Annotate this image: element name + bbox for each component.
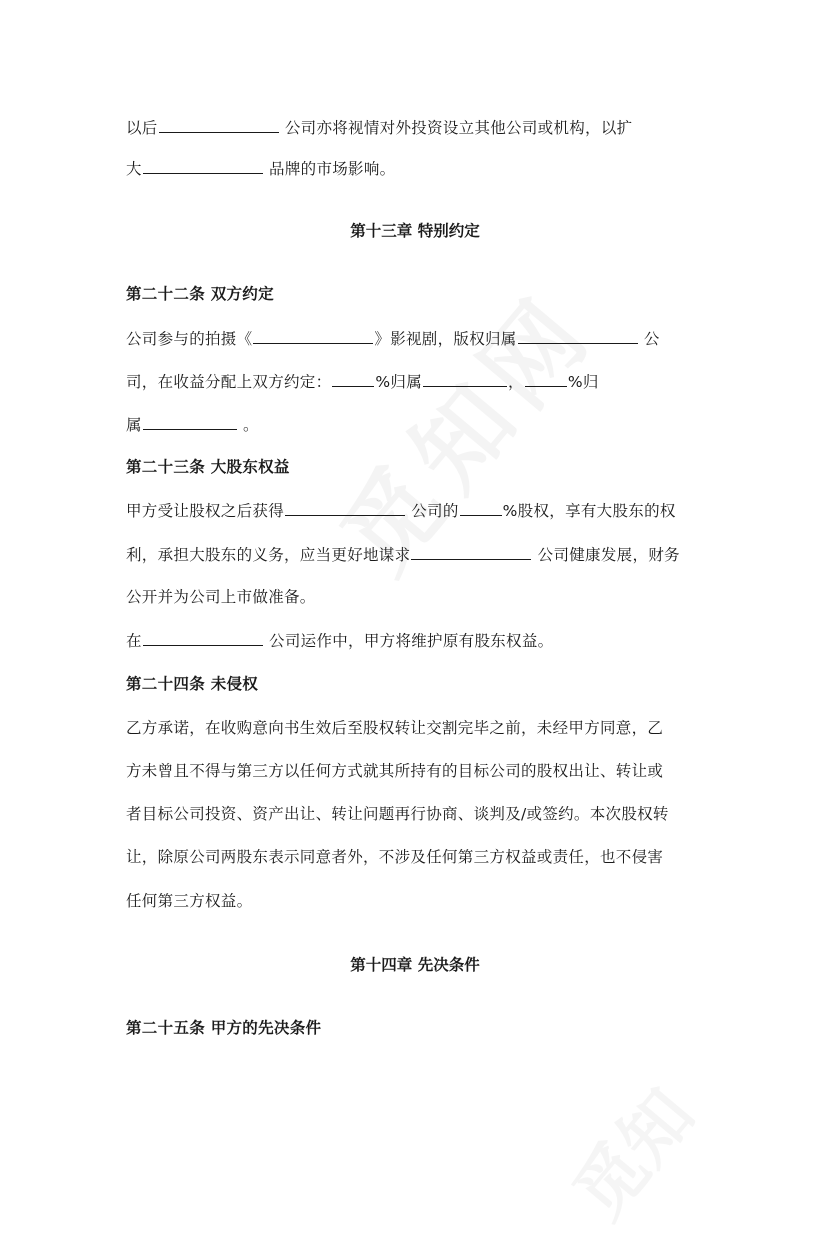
- paragraph-line: 司，在收益分配上双方约定： %归属 ， %归: [126, 373, 599, 391]
- paragraph-line: 甲方受让股权之后获得 公司的 %股权，享有大股东的权: [126, 502, 676, 520]
- article-heading: 第二十四条 未侵权: [126, 675, 259, 693]
- paragraph-line: 在 公司运作中，甲方将维护原有股东权益。: [126, 632, 554, 650]
- paragraph-line: 大 品牌的市场影响。: [126, 160, 396, 178]
- fill-blank[interactable]: [285, 500, 405, 516]
- chapter-heading: 第十三章 特别约定: [350, 222, 480, 240]
- fill-blank[interactable]: [143, 414, 237, 430]
- fill-blank[interactable]: [332, 371, 374, 387]
- paragraph-line: 公开并为公司上市做准备。: [126, 588, 316, 606]
- fill-blank[interactable]: [159, 117, 279, 133]
- fill-blank[interactable]: [253, 328, 373, 344]
- fill-blank[interactable]: [460, 500, 502, 516]
- article-heading: 第二十三条 大股东权益: [126, 458, 290, 476]
- paragraph-line: 属 。: [126, 416, 259, 434]
- watermark-secondary: [546, 1064, 713, 1236]
- article-heading: 第二十二条 双方约定: [126, 285, 274, 303]
- paragraph-line: 乙方承诺，在收购意向书生效后至股权转让交割完毕之前，未经甲方同意，乙: [126, 719, 664, 737]
- fill-blank[interactable]: [423, 371, 507, 387]
- fill-blank[interactable]: [143, 630, 263, 646]
- fill-blank[interactable]: [518, 328, 638, 344]
- fill-blank[interactable]: [143, 158, 263, 174]
- paragraph-line: 利，承担大股东的义务，应当更好地谋求 公司健康发展，财务: [126, 546, 680, 564]
- paragraph-line: 方未曾且不得与第三方以任何方式就其所持有的目标公司的股权出让、转让或: [126, 762, 664, 780]
- fill-blank[interactable]: [525, 371, 567, 387]
- paragraph-line: 以后 公司亦将视情对外投资设立其他公司或机构，以扩: [126, 119, 633, 137]
- fill-blank[interactable]: [411, 544, 531, 560]
- paragraph-line: 让，除原公司两股东表示同意者外，不涉及任何第三方权益或责任，也不侵害: [126, 848, 664, 866]
- paragraph-line: 者目标公司投资、资产出让、转让问题再行协商、谈判及/或签约。本次股权转: [126, 805, 669, 823]
- paragraph-line: 公司参与的拍摄《 》影视剧，版权归属 公: [126, 330, 660, 348]
- paragraph-line: 任何第三方权益。: [126, 892, 253, 910]
- article-heading: 第二十五条 甲方的先决条件: [126, 1019, 322, 1037]
- chapter-heading: 第十四章 先决条件: [350, 956, 480, 974]
